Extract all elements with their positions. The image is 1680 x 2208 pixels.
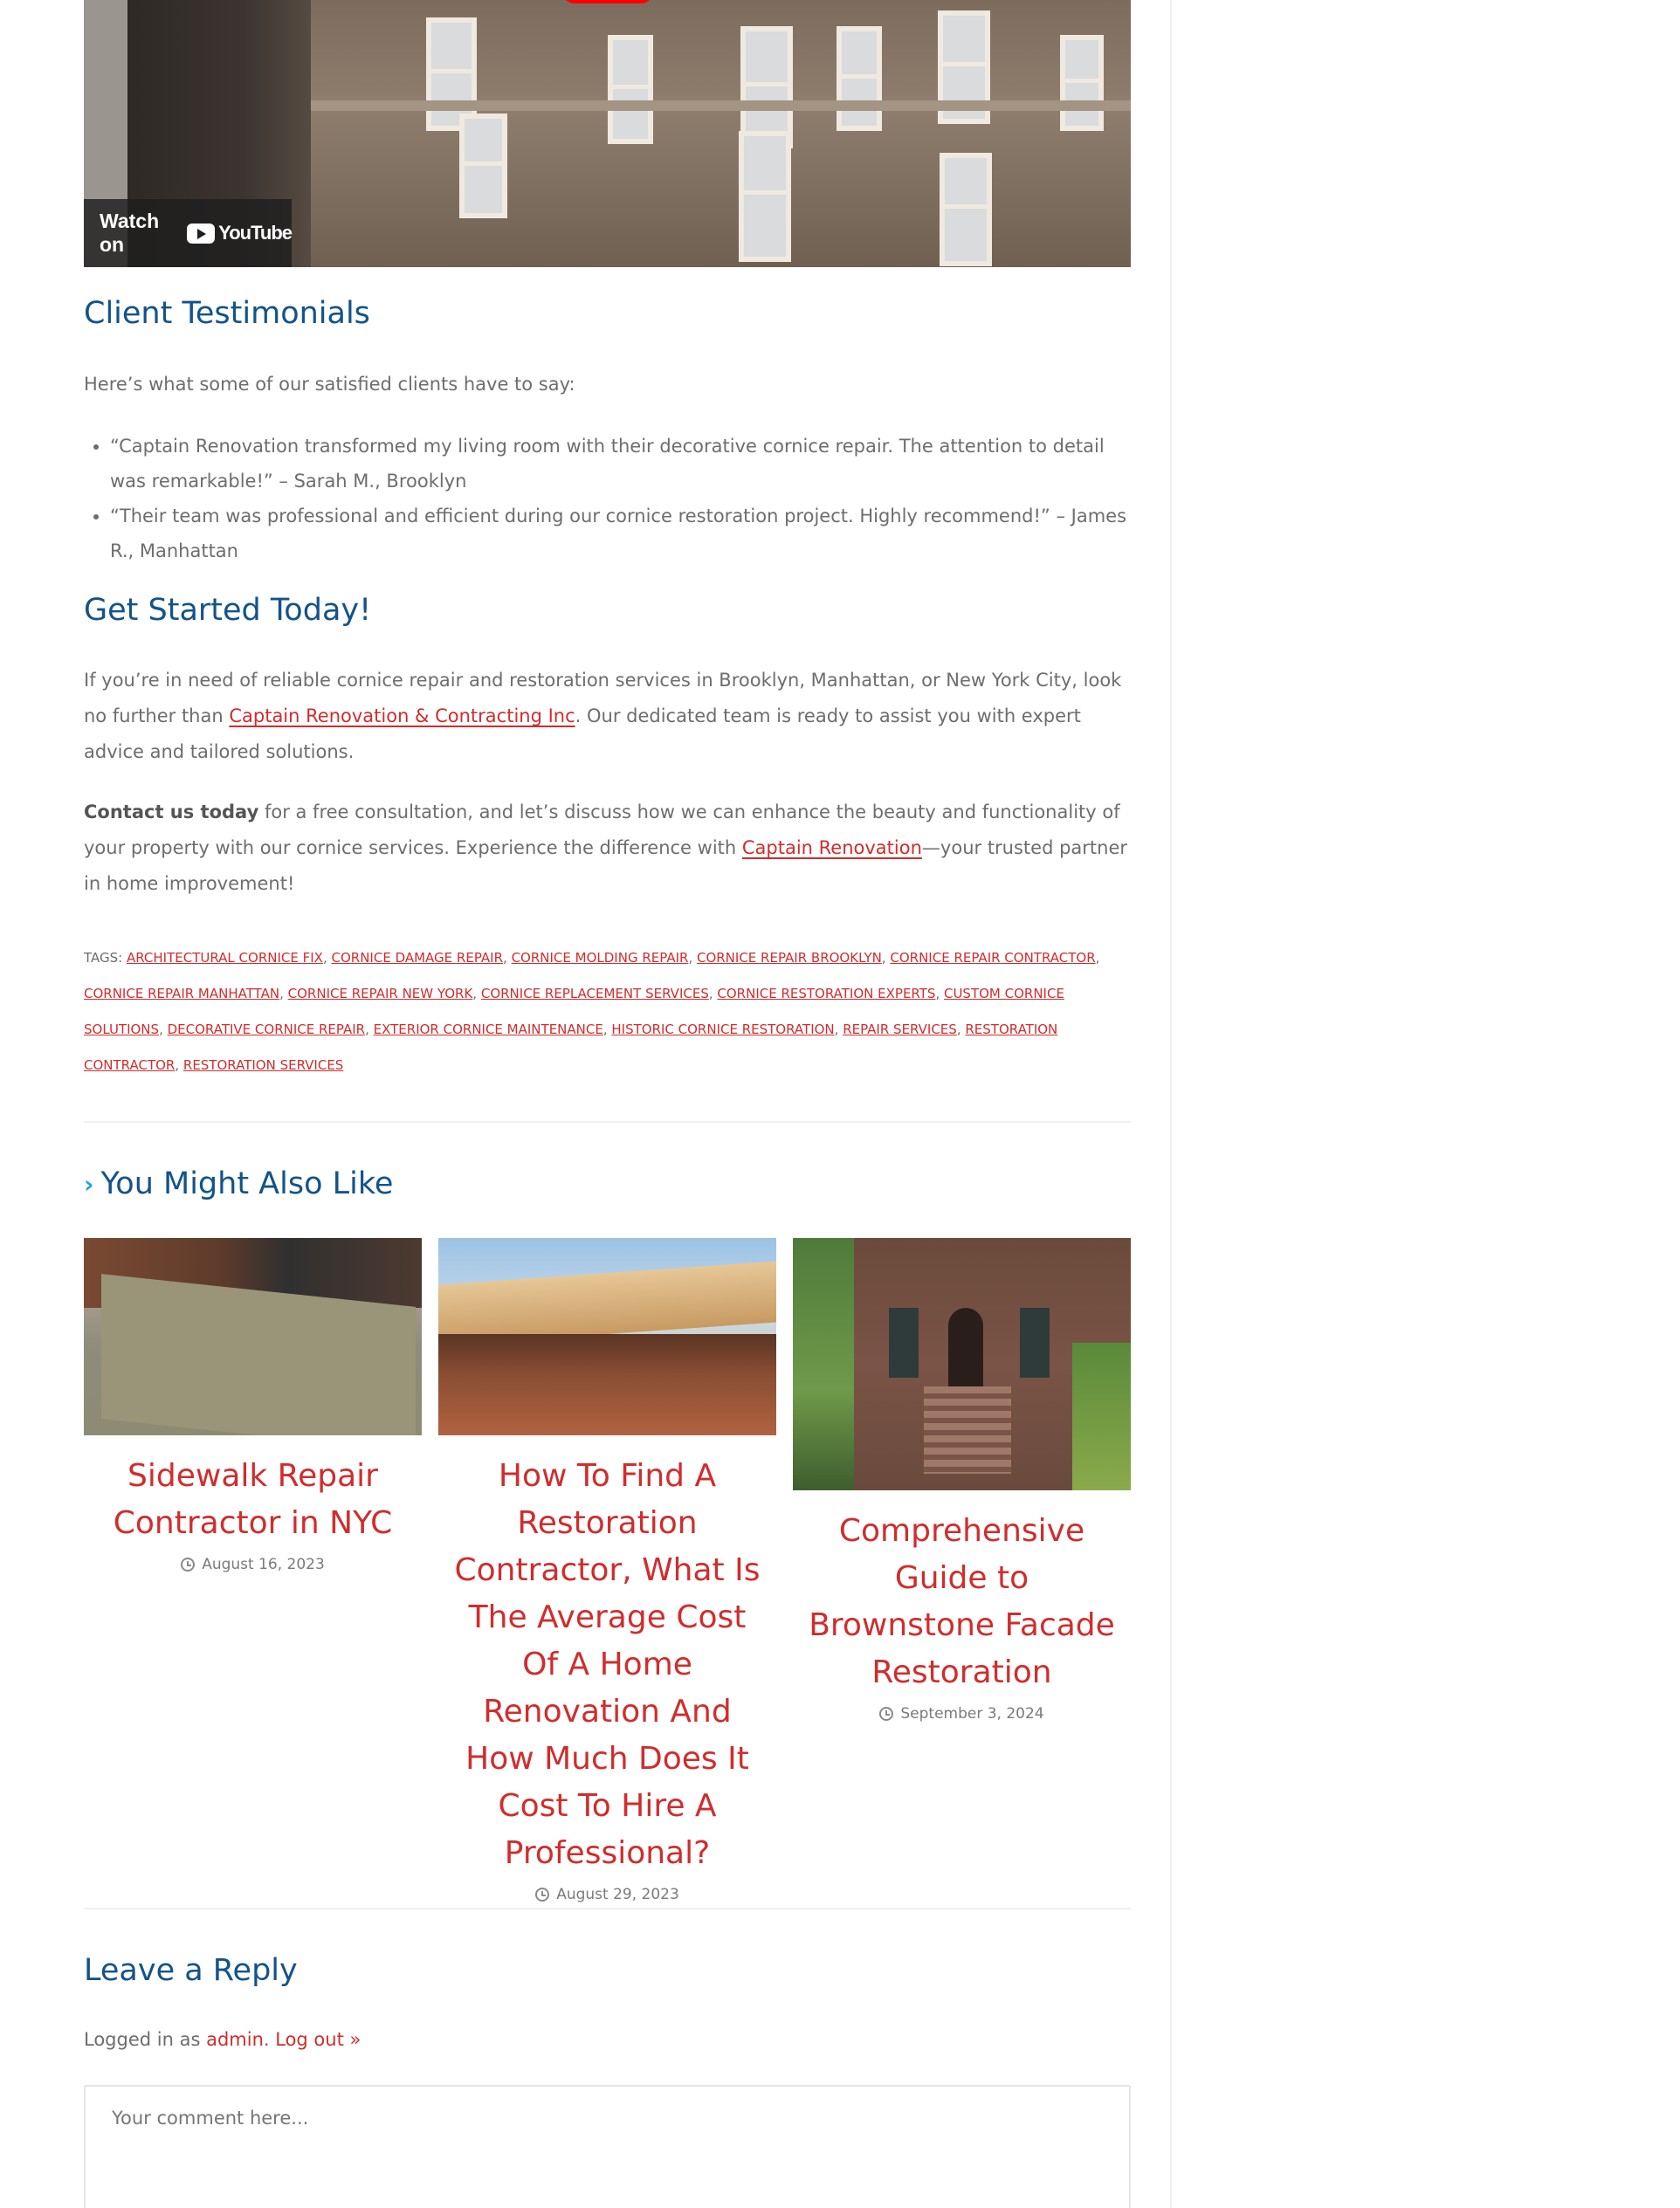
- post-date-text: September 3, 2024: [900, 1705, 1044, 1723]
- tag-link[interactable]: CORNICE RESTORATION EXPERTS: [717, 986, 936, 1001]
- tag-link[interactable]: CORNICE REPAIR MANHATTAN: [84, 986, 280, 1001]
- tag-link[interactable]: CORNICE DAMAGE REPAIR: [331, 950, 504, 966]
- tag-link[interactable]: CUSTOM CORNICE SOLUTIONS: [84, 986, 1064, 1037]
- article-content: [84, 0, 1131, 2050]
- tag-link[interactable]: RESTORATION CONTRACTOR: [84, 1021, 1058, 1073]
- paragraph-text: If you’re in need of reliable cornice repair and restoration services in Brooklyn, Manhattan, or New York City, look no further than: [84, 670, 1122, 726]
- video-thumbnail-window: [740, 26, 793, 148]
- tag-link[interactable]: HISTORIC CORNICE RESTORATION: [611, 1021, 835, 1037]
- post-date: [438, 1886, 776, 1903]
- comment-textarea[interactable]: [84, 2085, 1131, 2208]
- testimonials-list: [84, 429, 1131, 568]
- punctuation: .: [263, 2029, 276, 2050]
- paragraph-text: for a free consultation, and let’s discuss how we can enhance the beauty and functionality of your property with our cornice services. Experience the difference with: [84, 801, 1120, 858]
- thumbnail-cornice: [438, 1261, 776, 1345]
- tag-link[interactable]: DECORATIVE CORNICE REPAIR: [167, 1021, 366, 1037]
- related-post-title-link[interactable]: Sidewalk Repair Contractor in NYC: [113, 1458, 393, 1541]
- watch-on-youtube-button[interactable]: [84, 199, 292, 267]
- related-posts-title: You Might Also Like: [100, 1166, 394, 1201]
- post-date-text: August 29, 2023: [556, 1886, 679, 1903]
- contact-us-bold: Contact us today: [84, 801, 259, 822]
- paragraph-text: —your trusted partner in home improvement!: [84, 837, 1128, 894]
- related-post-title-link[interactable]: Comprehensive Guide to Brownstone Facade Restoration: [809, 1513, 1115, 1690]
- cornice-thumbnail[interactable]: [438, 1238, 776, 1435]
- youtube-wordmark: YouTube: [218, 222, 292, 244]
- tag-link[interactable]: EXTERIOR CORNICE MAINTENANCE: [373, 1021, 603, 1037]
- video-thumbnail-window: [459, 113, 507, 218]
- tag-link[interactable]: CORNICE MOLDING REPAIR: [511, 950, 689, 966]
- divider: [84, 1908, 1131, 1909]
- thumbnail-plants: [1072, 1343, 1131, 1490]
- video-thumbnail-ledge: [311, 100, 1131, 111]
- related-post-card: [84, 1238, 422, 1573]
- video-thumbnail-window: [837, 26, 882, 131]
- tag-link[interactable]: CORNICE REPAIR NEW YORK: [287, 986, 473, 1001]
- play-button-icon[interactable]: [562, 0, 653, 3]
- related-posts-grid: [84, 1238, 1131, 1903]
- tags-label: TAGS:: [84, 950, 123, 966]
- video-thumbnail-window: [940, 153, 992, 266]
- thumbnail-door: [948, 1308, 983, 1386]
- thumbnail-window: [1020, 1308, 1050, 1378]
- sidebar-divider: [1170, 0, 1172, 2208]
- related-post-card: [438, 1238, 776, 1903]
- tag-link[interactable]: ARCHITECTURAL CORNICE FIX: [126, 950, 323, 966]
- tag-link[interactable]: CORNICE REPAIR BROOKLYN: [696, 950, 882, 966]
- post-date: [793, 1705, 1131, 1723]
- testimonials-heading: Client Testimonials: [84, 296, 370, 331]
- post-date: [84, 1556, 422, 1573]
- youtube-video-embed[interactable]: [84, 0, 1131, 267]
- thumbnail-window: [889, 1308, 919, 1378]
- testimonials-intro: Here’s what some of our satisfied clients have to say:: [84, 374, 575, 395]
- company-link[interactable]: Captain Renovation & Contracting Inc: [229, 705, 575, 726]
- video-thumbnail-window: [739, 131, 791, 262]
- thumbnail-brick: [438, 1334, 776, 1435]
- get-started-heading: Get Started Today!: [84, 593, 372, 628]
- watch-on-label: Watch on: [100, 210, 160, 256]
- post-tags: TAGS: ARCHITECTURAL CORNICE FIX, CORNICE DAMAGE REPAIR, CORNICE MOLDING REPAIR, CORNICE REPAIR BROOKLYN, CORNICE REPAIR CONTRACTOR, CORNICE REPAIR MANHATTAN, CORNICE REPAIR NEW YORK, CORNICE REPLACEMENT SERVICES, CORNICE RESTORATION EXPERTS, CUSTOM CORNICE SOLUTIONS, DECORATIVE CORNICE REPAIR, EXTERIOR CORNICE MAINTENANCE, HISTORIC CORNICE RESTORATION, REPAIR SERVICES, RESTORATION CONTRACTOR, RESTORATION SERVICES: [84, 950, 1100, 1073]
- video-thumbnail-window: [608, 35, 653, 144]
- thumbnail-tree: [793, 1238, 854, 1490]
- user-profile-link[interactable]: admin: [206, 2029, 264, 2050]
- testimonial-item: • “Their team was professional and efficient during our cornice restoration project. Highly recommend!” – James R., Manhattan: [110, 499, 1131, 568]
- youtube-play-icon: [187, 224, 215, 244]
- logged-in-prefix: Logged in as: [84, 2029, 207, 2050]
- testimonial-item: • “Captain Renovation transformed my living room with their decorative cornice repair. The attention to detail was remarkable!” – Sarah M., Brooklyn: [110, 429, 1131, 499]
- brownstone-thumbnail[interactable]: [793, 1238, 1131, 1490]
- chevron-right-icon: ›: [84, 1169, 94, 1199]
- leave-reply-heading: Leave a Reply: [84, 1953, 298, 1988]
- tag-link[interactable]: RESTORATION SERVICES: [182, 1057, 344, 1073]
- tag-link[interactable]: REPAIR SERVICES: [843, 1021, 957, 1037]
- paragraph-text: . Our dedicated team is ready to assist you with expert advice and tailored solutions.: [84, 705, 1081, 762]
- divider: [84, 1121, 1131, 1123]
- post-date-text: August 16, 2023: [202, 1556, 325, 1573]
- captain-renovation-link[interactable]: Captain Renovation: [741, 837, 922, 858]
- clock-icon: [535, 1888, 549, 1902]
- video-thumbnail-window: [1060, 35, 1104, 131]
- tag-link[interactable]: CORNICE REPLACEMENT SERVICES: [480, 986, 709, 1001]
- related-post-card: [793, 1238, 1131, 1723]
- logout-link[interactable]: Log out »: [275, 2029, 361, 2050]
- contact-paragraph: [84, 794, 1131, 902]
- logged-in-line: [84, 2022, 361, 2058]
- tag-link[interactable]: CORNICE REPAIR CONTRACTOR: [890, 950, 1096, 966]
- thumbnail-stairs: [924, 1386, 1011, 1474]
- sidewalk-thumbnail[interactable]: [84, 1238, 422, 1435]
- clock-icon: [879, 1707, 893, 1721]
- clock-icon: [181, 1558, 195, 1572]
- youtube-logo: [187, 222, 292, 244]
- related-post-title-link[interactable]: How To Find A Restoration Contractor, What Is The Average Cost Of A Home Renovation And How Much Does It Cost To Hire A Professional?: [454, 1458, 761, 1871]
- get-started-paragraph: [84, 663, 1131, 770]
- related-posts-heading: [84, 1166, 393, 1201]
